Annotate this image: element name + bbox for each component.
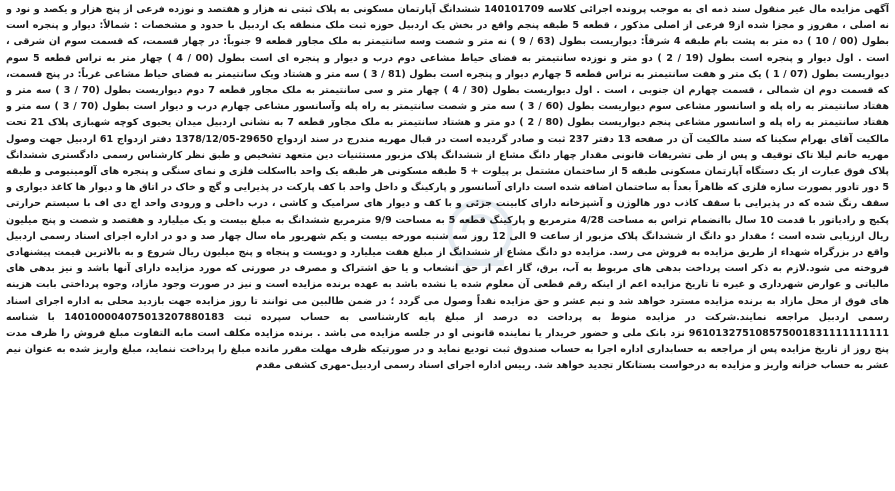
auction-notice-text: آگهی مزایده مال غیر منقول سند ذمه ای به موجب پرونده اجرائی کلاسه 140101709 ششدانگ آپارتمان مسکونی به پلاک ثبتی نه هزار و هفتصد و نوزده فرعی از پنج هزار و یکصد و نود و نه اصلی ، مفروز و مجزا شده از9 فرعی از اصلی مذکور ، قطعه 5 طبقه پنجم واقع در بخش یک اردبیل حوزه ثبت ملک منطقه یک اردبیل با حدود و مشخصات : شمالاً: دیوار و پنجره است بطول (00 / 10 ) ده متر به پشت بام طبقه 4 شرقاً: دیواریست بطول (63 / 9 ) نه متر و شصت وسه سانتیمتر به ملک مجاور قطعه 9 جنوباً: در چهار قسمت، که قسمت سوم ان شرقی ، است . اول دیوار و پنجره است بطول (19 / 2 ) دو متر و نوزده سانتیمتر به فضای حیاط مشاعی دوم درب و دیوار و پنجره ای است بطول (00 / 4 ) چهار متر به تراس قطعه 5 سوم دیواریست بطول (07 / 1 ) یک متر و هفت سانتیمتر به تراس قطعه 5 چهارم دیوار و پنجره است بطول (81 / 3 ) سه متر و هشتاد ویک سانتیمتر به فضای حیاط مشاعی غرباً: در پنج قسمت، که قسمت دوم ان شمالی ، قسمت چهارم ان جنوبی ، است . اول دیواریست بطول (30 / 4 ) چهار متر و سی سانتیمتر به ملک مجاور قطعه 7 دوم دیواریست بطول (70 / 3 ) سه متر و هفتاد سانتیمتر به راه پله و اسانسور مشاعی سوم دیواریست بطول (60 / 3 ) سه متر و شصت سانتیمتر به راه پله وآسانسور مشاعی چهارم درب و دیوار است بطول (70 / 3 ) سه متر و هفتاد سانتیمتر به راه پله و اسانسور مشاعی پنجم دیواریست بطول (80 / 2 ) دو متر و هشتاد سانتیمتر به ملک مجاور قطعه 7 به نشانی اردبیل میدان یحیوی کوچه شهبازی پلاک 21 تحت مالکیت آقای بهرام سکینا که سند مالکیت آن در صفحه 13 دفتر 237 ثبت و صادر گردیده است در قبال مهریه مندرج در سند ازدواج 29650-1378/12/05 دفتر ازدواج 61 اردبیل جهت وصول مهریه خانم لیلا تاک توقیف و پس از طی تشریفات قانونی مقدار چهار دانگ مشاع از ششدانگ پلاک مزبور مستثنیات دین متعهد تشخیص و طبق نظر کارشناس رسمی دادگستری ششدانگ پلاک فوق عبارت از یک دستگاه آپارتمان مسکونی طبقه 5 از ساختمان مشتمل بر پیلوت + 5 طبقه مسکونی هر طبقه یک واحد بااسکلت فلزی و نمای سنگی و پنجره های آلومینیومی و طبقه 5 دور تادور بصورت سازه فلزی که ظاهراً بعداً به ساختمان اضافه شده است دارای آسانسور و پارکینگ و داخل واحد با کف پارکت در پذیرایی و گچ و خاک در اتاق ها و دیوار ها کاغذ دیواری و سقف رنگ شده که در پذیرایی با سقف کاذب دور هالوژن و آشپزخانه دارای کابینت جزئی و با کف و دیوار های سرامیک و کاشی ، درب داخلی و ورودی واحد اچ دی اف با سیستم حرارتی پکیج و رادیاتور با قدمت 10 سال باانضمام تراس به مساحت 4/28 مترمربع و پارکینگ قطعه 5 به مساحت 9/9 مترمربع ششدانگ به مبلغ بیست و یک میلیارد و هفتصد و شصت و پنج میلیون ریال ارزیابی شده است ؛ مقدار دو دانگ از ششدانگ پلاک مزبور از ساعت 9 الی 12 روز سه شنبه مورخه بیست و یکم شهریور ماه سال چهار صد و دو در اداره اجرای اسناد رسمی اردبیل واقع در بزرگراه شهداء از طریق مزایده به فروش می رسد. مزایده دو دانگ مشاع از ششدانگ از مبلغ هفت میلیارد و دویست و پنجاه و پنج میلیون ریال شروع و به بالاترین قیمت پیشنهادی فروخته می شود.لازم به ذکر است پرداخت بدهی های مربوط به آب، برق، گاز اعم از حق انشعاب و یا حق اشتراک و مصرف در صورتی که مورد مزایده دارای آنها باشد و نیز بدهی های مالیاتی و عوارض شهرداری و غیره تا تاریخ مزایده اعم از اینکه رقم قطعی آن معلوم شده یا نشده باشد به عهده برنده مزایده است و نیز در صورت وجود مازاد، وجوه پرداختی بابت هزینه های فوق از محل مازاد به برنده مزایده مسترد خواهد شد و نیم عشر و حق مزایده نقداً وصول می گردد ؛ در ضمن طالبین می توانند تا روز مزایده جهت بازدید محلی به اداره اجرای اسناد رسمی اردبیل مراجعه نمایند.شرکت در مزایده منوط به پرداخت ده درصد از مبلغ پایه کارشناسی به حساب سپرده ثبت 140100004075013207880183 با شناسه 961013275108575001831111111111 نزد بانک ملی و حضور خریدار یا نماینده قانونی او در جلسه مزایده می باشد . برنده مزایده مکلف است مابه التفاوت مبلغ فروش را ظرف مدت پنج روز از تاریخ مزایده پس از مراجعه به حسابداری اداره اجرا به حساب صندوق ثبت تودیع نماید و در صورتیکه ظرف مهلت مقرر مانده مبلغ را پرداخت ننماید، مبلغ واریز شده به عنوان نیم عشر به حساب خزانه واریز و مزایده به درخواست بستانکار تجدید خواهد شد. رییس اداره اجرای اسناد رسمی اردبیل-مهری کشفی مقدم bbox=[6, 4, 889, 372]
